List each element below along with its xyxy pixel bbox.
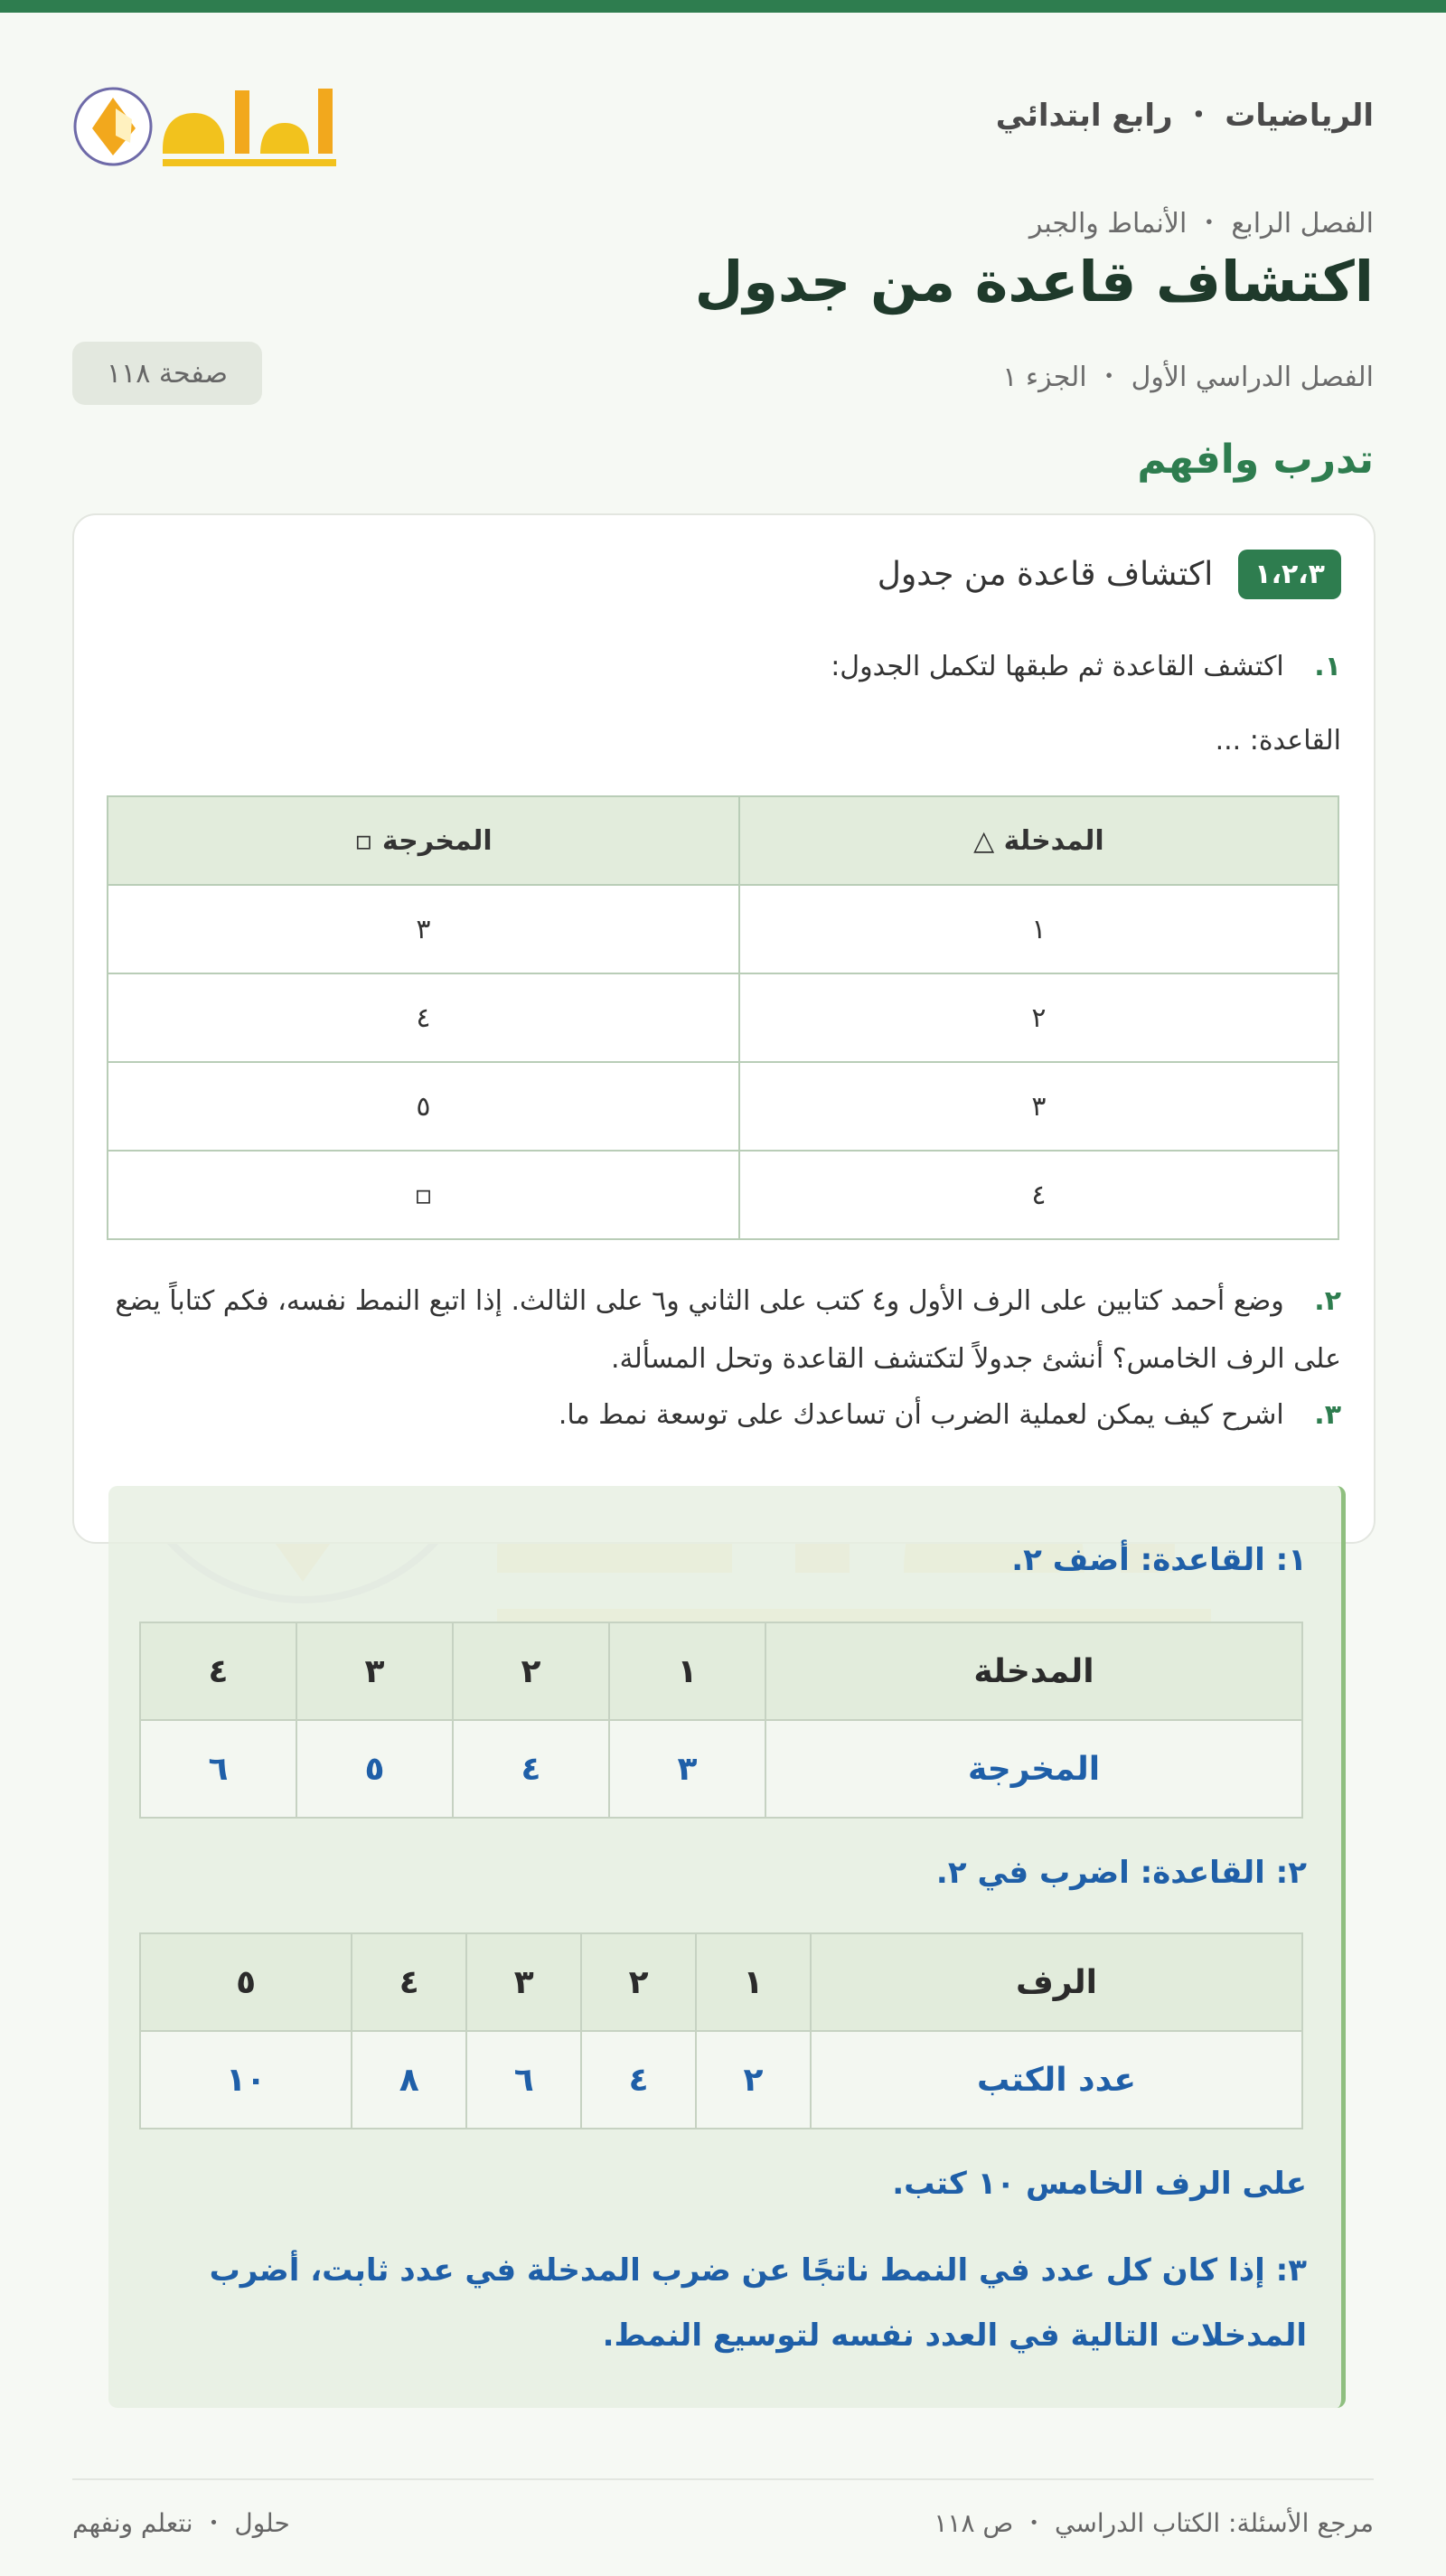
table-row [108,973,1338,1062]
section-heading: تدرب وافهم [1137,437,1374,483]
question-1-text: اكتشف القاعدة ثم طبقها لتكمل الجدول: [831,651,1284,682]
card-header [878,550,1341,599]
lesson-title: اكتشاف قاعدة من جدول [694,249,1374,315]
answer-2-table [139,1932,1303,2129]
input-cell: ٢ [739,973,1338,1062]
input-cell: ٤ [140,1622,296,1720]
top-accent-bar [0,0,1446,13]
table-row [140,2031,1302,2129]
row-label-shelf: الرف [811,1933,1302,2031]
footer-brand: حلول ・ نتعلم ونفهم [72,2508,290,2538]
table-row [140,1720,1302,1818]
row-label-output: المخرجة [765,1720,1302,1818]
chapter-label: الفصل الرابع ・ الأنماط والجبر [1028,208,1374,240]
shelf-cell: ٤ [352,1933,466,2031]
exercise-card [72,513,1376,1544]
input-cell: ٤ [739,1151,1338,1239]
books-cell: ٦ [466,2031,581,2129]
output-cell: ٤ [108,973,739,1062]
question-1 [831,651,1341,682]
semester-label: الفصل الدراسي الأول ・ الجزء ١ [1002,362,1374,393]
answer-2-rule: ٢: القاعدة: اضرب في ٢. [935,1855,1307,1891]
output-cell: ٤ [453,1720,609,1818]
input-cell: ٣ [296,1622,453,1720]
footer-reference: مرجع الأسئلة: الكتاب الدراسي ・ ص ١١٨ [934,2508,1374,2538]
answer-1-table [139,1622,1303,1819]
output-cell: ٣ [108,885,739,973]
hulul-logo [72,63,343,172]
books-cell: ١٠ [140,2031,352,2129]
shelf-cell: ٣ [466,1933,581,2031]
answer-panel [108,1486,1346,2408]
output-cell: ٣ [609,1720,765,1818]
page-number-badge: صفحة ١١٨ [72,342,262,405]
row-label-books: عدد الكتب [811,2031,1302,2129]
question-1-number: ١. [1314,651,1341,682]
shelf-cell: ٥ [140,1933,352,2031]
input-column-header: المدخلة △ [739,796,1338,885]
books-cell: ٤ [581,2031,696,2129]
row-label-input: المدخلة [765,1622,1302,1720]
question-2 [108,1273,1341,1388]
table-row [108,1062,1338,1151]
input-cell: ٢ [453,1622,609,1720]
table-header-row [140,1933,1302,2031]
subject-label: الرياضيات ・ رابع ابتدائي [995,98,1374,134]
answer-1-rule: ١: القاعدة: أضف ٢. [1011,1542,1307,1578]
table-row [108,885,1338,973]
table-row [108,1151,1338,1239]
footer-divider [72,2478,1374,2480]
output-cell: ٥ [108,1062,739,1151]
answer-3-text: ٣: إذا كان كل عدد في النمط ناتجًا عن ضرب المدخلة في عدد ثابت، أضرب المدخلات التالية في العدد نفسه لتوسيع النمط. [209,2252,1307,2354]
question-3-number: ٣. [1314,1399,1341,1431]
question-3 [559,1399,1341,1431]
question-1-table [107,795,1339,1240]
books-cell: ٨ [352,2031,466,2129]
output-cell: ٦ [140,1720,296,1818]
question-2-number: ٢. [1314,1285,1341,1317]
input-cell: ٣ [739,1062,1338,1151]
page-header [72,54,1374,172]
output-cell: ٥ [296,1720,453,1818]
books-cell: ٢ [696,2031,811,2129]
input-cell: ١ [609,1622,765,1720]
question-range-tag: ١،٢،٣ [1238,550,1341,599]
output-column-header: المخرجة ▫ [108,796,739,885]
table-header-row [140,1622,1302,1720]
shelf-cell: ٢ [581,1933,696,2031]
shelf-cell: ١ [696,1933,811,2031]
question-2-text: وضع أحمد كتابين على الرف الأول و٤ كتب على الثاني و٦ على الثالث. إذا اتبع النمط نفسه، فكم كتاباً يضع على الرف الخامس؟ أنشئ جدولاً لتكتشف القاعدة وتحل المسألة. [115,1285,1341,1375]
question-3-text: اشرح كيف يمكن لعملية الضرب أن تساعدك على توسعة نمط ما. [558,1399,1284,1431]
answer-2-conclusion: على الرف الخامس ١٠ كتب. [892,2166,1307,2202]
output-cell: ▫ [108,1151,739,1239]
rule-label: القاعدة: ... [1215,725,1341,757]
table-header-row [108,796,1338,885]
card-title: اكتشاف قاعدة من جدول [877,556,1214,593]
input-cell: ١ [739,885,1338,973]
